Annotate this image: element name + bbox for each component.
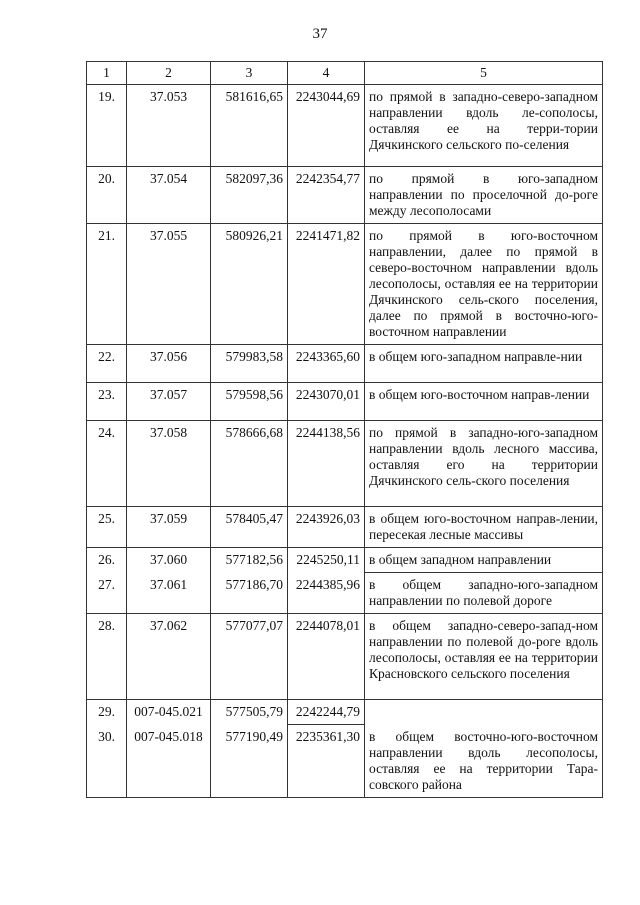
table-row <box>87 85 603 167</box>
route-description: в общем западно-северо-запад-ном направлении по полевой до-роге вдоль лесополосы, оставляя ее на территории Красновского сельского поселения <box>365 614 603 700</box>
coordinate-y: 2242244,79 <box>288 700 365 725</box>
coordinate-x: 579598,56 <box>211 383 288 421</box>
row-number: 25. <box>87 507 127 548</box>
row-number: 28. <box>87 614 127 700</box>
coordinate-y: 2243044,69 <box>288 85 365 167</box>
row-number: 20. <box>87 167 127 224</box>
column-header: 4 <box>288 62 365 85</box>
route-description: в общем западно-юго-западном направлении по полевой дороге <box>365 573 603 614</box>
point-code: 37.056 <box>127 345 211 383</box>
coordinate-y: 2235361,30 <box>288 725 365 798</box>
route-description: по прямой в западно-юго-западном направлении вдоль лесного массива, оставляя его на территории Дячкинского сель-ского поселения <box>365 421 603 507</box>
coordinate-x: 581616,65 <box>211 85 288 167</box>
row-number: 29. <box>87 700 127 725</box>
column-header: 5 <box>365 62 603 85</box>
table-row <box>87 573 603 614</box>
table-row <box>87 345 603 383</box>
table-header-row <box>87 62 603 85</box>
coordinate-x: 577077,07 <box>211 614 288 700</box>
coordinate-y: 2243070,01 <box>288 383 365 421</box>
route-description: по прямой в юго-восточном направлении, далее по прямой в северо-восточном направлении вдоль лесополосы, оставляя ее на территории Дячкинского сель-ского поселения, далее по прямой в восточно-юго-восточном направлении <box>365 224 603 345</box>
coordinate-y: 2243365,60 <box>288 345 365 383</box>
route-description: в общем юго-восточном направ-лении <box>365 383 603 421</box>
coordinate-y: 2245250,11 <box>288 548 365 573</box>
route-description: по прямой в западно-северо-западном направлении вдоль ле-сополосы, оставляя ее на терри-тории Дячкинского сельского по-селения <box>365 85 603 167</box>
route-description: в общем восточно-юго-восточном направлении вдоль лесополосы, оставляя ее на территории Тара-совского района <box>365 725 603 798</box>
coordinate-x: 578666,68 <box>211 421 288 507</box>
table-row <box>87 725 603 798</box>
coordinate-x: 577190,49 <box>211 725 288 798</box>
point-code: 37.057 <box>127 383 211 421</box>
point-code: 37.058 <box>127 421 211 507</box>
table-row <box>87 700 603 725</box>
coordinate-x: 579983,58 <box>211 345 288 383</box>
row-number: 22. <box>87 345 127 383</box>
point-code: 37.054 <box>127 167 211 224</box>
row-number: 19. <box>87 85 127 167</box>
row-number: 26. <box>87 548 127 573</box>
coordinate-y: 2244385,96 <box>288 573 365 614</box>
table-row <box>87 507 603 548</box>
table-row <box>87 167 603 224</box>
point-code: 37.062 <box>127 614 211 700</box>
page-number: 37 <box>312 26 328 42</box>
row-number: 30. <box>87 725 127 798</box>
table-row <box>87 614 603 700</box>
row-number: 27. <box>87 573 127 614</box>
row-number: 21. <box>87 224 127 345</box>
point-code: 37.055 <box>127 224 211 345</box>
coordinate-x: 577182,56 <box>211 548 288 573</box>
coordinate-x: 578405,47 <box>211 507 288 548</box>
route-description: по прямой в юго-западном направлении по проселочной до-роге между лесополосами <box>365 167 603 224</box>
point-code: 37.059 <box>127 507 211 548</box>
coordinate-x: 580926,21 <box>211 224 288 345</box>
coordinate-x: 582097,36 <box>211 167 288 224</box>
table-row <box>87 421 603 507</box>
table-row <box>87 383 603 421</box>
route-description: в общем юго-восточном направ-лении, пересекая лесные массивы <box>365 507 603 548</box>
coordinate-x: 577505,79 <box>211 700 288 725</box>
route-description: в общем западном направлении <box>365 548 603 573</box>
table-row <box>87 224 603 345</box>
coordinate-y: 2244138,56 <box>288 421 365 507</box>
route-description <box>365 700 603 725</box>
coordinate-y: 2242354,77 <box>288 167 365 224</box>
row-number: 24. <box>87 421 127 507</box>
boundary-points-table <box>86 61 603 798</box>
route-description: в общем юго-западном направле-нии <box>365 345 603 383</box>
coordinate-x: 577186,70 <box>211 573 288 614</box>
point-code: 37.061 <box>127 573 211 614</box>
row-number: 23. <box>87 383 127 421</box>
point-code: 007-045.018 <box>127 725 211 798</box>
column-header: 3 <box>211 62 288 85</box>
table-row <box>87 548 603 573</box>
point-code: 37.053 <box>127 85 211 167</box>
coordinate-y: 2241471,82 <box>288 224 365 345</box>
column-header: 2 <box>127 62 211 85</box>
coordinate-y: 2243926,03 <box>288 507 365 548</box>
coordinate-y: 2244078,01 <box>288 614 365 700</box>
column-header: 1 <box>87 62 127 85</box>
point-code: 007-045.021 <box>127 700 211 725</box>
point-code: 37.060 <box>127 548 211 573</box>
